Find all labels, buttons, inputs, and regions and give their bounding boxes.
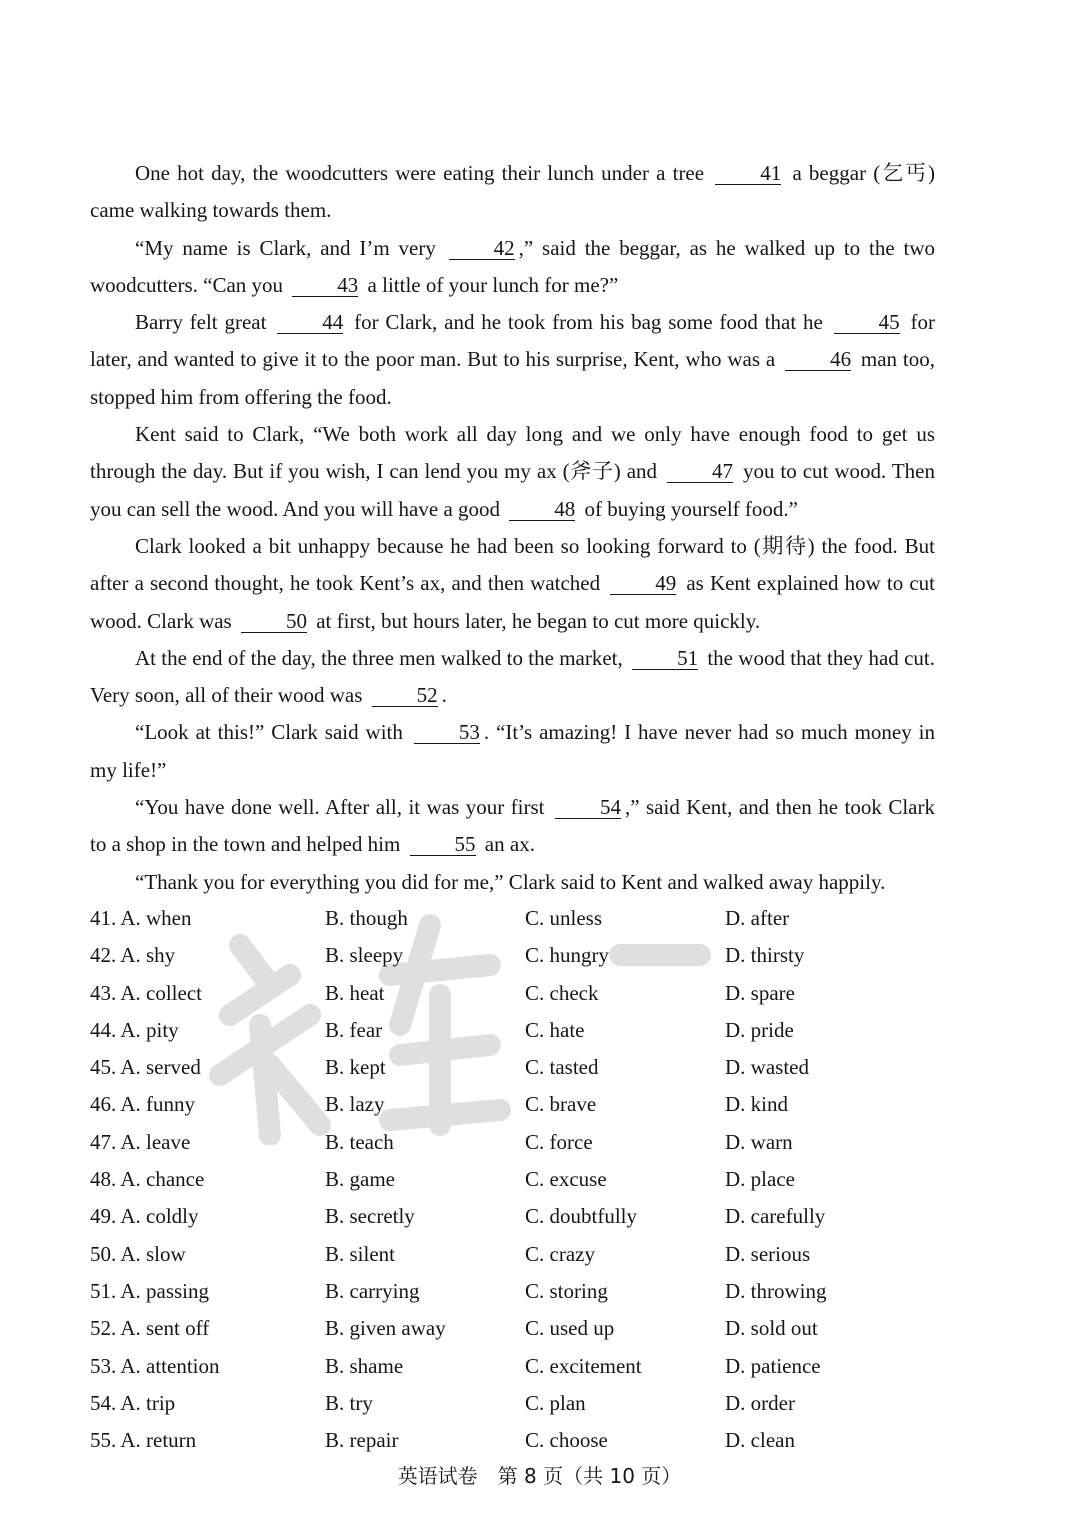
option-c: C. unless (525, 906, 603, 930)
option-d: D. order (725, 1390, 795, 1415)
option-d: D. pride (725, 1017, 794, 1042)
option-b: B. secretly (325, 1204, 415, 1229)
option-c: C. hate (525, 1017, 585, 1042)
blank-48: 48 (509, 498, 575, 521)
option-row-48 (90, 1161, 970, 1198)
blank-42: 42 (449, 237, 515, 260)
option-d: D. thirsty (725, 943, 805, 968)
option-row-54 (90, 1385, 970, 1422)
option-c: C. brave (525, 1092, 597, 1117)
option-c: C. choose (525, 1428, 608, 1453)
option-b: B. game (325, 1167, 395, 1192)
blank-43: 43 (292, 274, 358, 297)
option-a: 50. A. slow (90, 1241, 186, 1266)
blank-51: 51 (632, 647, 698, 670)
option-row-47 (90, 1124, 970, 1161)
option-b: B. though (325, 906, 408, 930)
blank-54: 54 (555, 796, 621, 819)
blank-41: 41 (715, 162, 781, 185)
blank-44: 44 (277, 311, 343, 334)
option-b: B. silent (325, 1241, 396, 1266)
option-c: C. check (525, 980, 599, 1005)
option-row-44 (90, 1012, 970, 1049)
option-b: B. kept (325, 1055, 386, 1080)
option-b: B. given away (325, 1316, 446, 1341)
passage-paragraph: “Look at this!” Clark said with 53 . “It’s amazing! I have never had so much money in my life!” (90, 720, 936, 782)
option-d: D. warn (725, 1129, 793, 1154)
option-row-53 (90, 1348, 970, 1385)
option-b: B. try (325, 1390, 373, 1415)
passage-paragraph: “My name is Clark, and I’m very 42 ,” said the beggar, as he walked up to the two woodcutters. “Can you 43 a little of your lunch for me?” (90, 235, 935, 297)
option-a: 43. A. collect (90, 980, 202, 1005)
option-c: C. plan (525, 1390, 586, 1415)
option-a: 44. A. pity (90, 1017, 179, 1042)
option-row-49 (90, 1198, 970, 1235)
option-a: 42. A. shy (90, 943, 176, 968)
option-row-55 (90, 1422, 970, 1459)
option-row-52 (90, 1310, 970, 1347)
page-footer: 英语试卷 第 8 页（共 10 页） (397, 1464, 682, 1488)
option-b: B. fear (325, 1017, 383, 1042)
option-b: B. teach (325, 1129, 394, 1154)
option-b: B. carrying (325, 1278, 420, 1303)
option-d: D. place (725, 1167, 795, 1192)
passage-paragraph: Clark looked a bit unhappy because he had been so looking forward to (期待) the food. But after a second thought, he took Kent’s ax, and then watched 49 as Kent explained how to cut wood. Clark was 50 at first, but hours later, he began to cut more quickly. (90, 533, 935, 633)
option-a: 45. A. served (90, 1055, 201, 1080)
option-b: B. heat (325, 980, 385, 1005)
option-c: C. excitement (525, 1353, 642, 1378)
option-a: 48. A. chance (90, 1167, 205, 1192)
option-d: D. wasted (725, 1055, 809, 1080)
option-c: C. storing (525, 1278, 608, 1303)
option-a: 47. A. leave (90, 1129, 191, 1154)
option-c: C. doubtfully (525, 1204, 638, 1229)
option-a: 46. A. funny (90, 1092, 195, 1117)
option-b: B. sleepy (325, 943, 404, 968)
blank-52: 52 (372, 684, 438, 707)
option-c: C. used up (525, 1316, 615, 1341)
blank-47: 47 (667, 460, 733, 483)
blank-53: 53 (414, 721, 480, 744)
option-c: C. force (525, 1129, 593, 1154)
blank-49: 49 (610, 572, 676, 595)
passage-paragraph: Kent said to Clark, “We both work all day long and we only have enough food to get us through the day. But if you wish, I can lend you my ax (斧子) and 47 you to cut wood. Then you can sell the wood. And you will have a good 48 of buying yourself food.” (90, 422, 935, 521)
blank-55: 55 (410, 833, 476, 856)
option-row-45 (90, 1049, 970, 1086)
option-a: 55. A. return (90, 1428, 197, 1453)
option-d: D. kind (725, 1092, 788, 1117)
option-b: B. shame (325, 1353, 404, 1378)
option-d: D. carefully (725, 1204, 826, 1229)
blank-50: 50 (241, 610, 307, 633)
option-a: 54. A. trip (90, 1390, 176, 1415)
option-c: C. excuse (525, 1167, 607, 1192)
option-d: D. patience (725, 1353, 821, 1378)
option-d: D. after (725, 906, 790, 930)
option-row-42 (90, 937, 970, 974)
option-a: 52. A. sent off (90, 1316, 210, 1341)
option-a: 51. A. passing (90, 1278, 210, 1303)
passage-paragraph: “You have done well. After all, it was your first 54 ,” said Kent, and then he took Clark to a shop in the town and helped him 55 an ax. (90, 795, 935, 857)
cloze-passage (90, 155, 935, 901)
option-row-46 (90, 1086, 970, 1123)
option-b: B. lazy (325, 1092, 385, 1117)
option-a: 41. A. when (90, 906, 192, 930)
blank-45: 45 (834, 311, 900, 334)
answer-options (90, 900, 970, 1459)
option-c: C. crazy (525, 1241, 595, 1266)
passage-paragraph: One hot day, the woodcutters were eating their lunch under a tree 41 a beggar (乞丐) came walking towards them. (90, 161, 935, 223)
option-row-50 (90, 1236, 970, 1273)
option-b: B. repair (325, 1428, 399, 1453)
option-d: D. clean (725, 1428, 795, 1453)
option-row-41 (90, 900, 970, 937)
option-d: D. serious (725, 1241, 811, 1266)
passage-paragraph: “Thank you for everything you did for me,” Clark said to Kent and walked away happily. (135, 869, 886, 894)
option-row-51 (90, 1273, 970, 1310)
option-a: 53. A. attention (90, 1353, 220, 1378)
blank-46: 46 (785, 348, 851, 371)
option-c: C. tasted (525, 1055, 599, 1080)
passage-paragraph: Barry felt great 44 for Clark, and he took from his bag some food that he 45 for later, and wanted to give it to the poor man. But to his surprise, Kent, who was a 46 man too, stopped him from offering the food. (90, 310, 935, 409)
option-a: 49. A. coldly (90, 1204, 199, 1229)
option-c: C. hungry (525, 943, 609, 968)
option-d: D. spare (725, 980, 795, 1005)
option-row-43 (90, 975, 970, 1012)
option-d: D. sold out (725, 1316, 818, 1341)
passage-paragraph: At the end of the day, the three men walked to the market, 51 the wood that they had cut. Very soon, all of their wood was 52 . (90, 645, 935, 708)
option-d: D. throwing (725, 1278, 827, 1303)
